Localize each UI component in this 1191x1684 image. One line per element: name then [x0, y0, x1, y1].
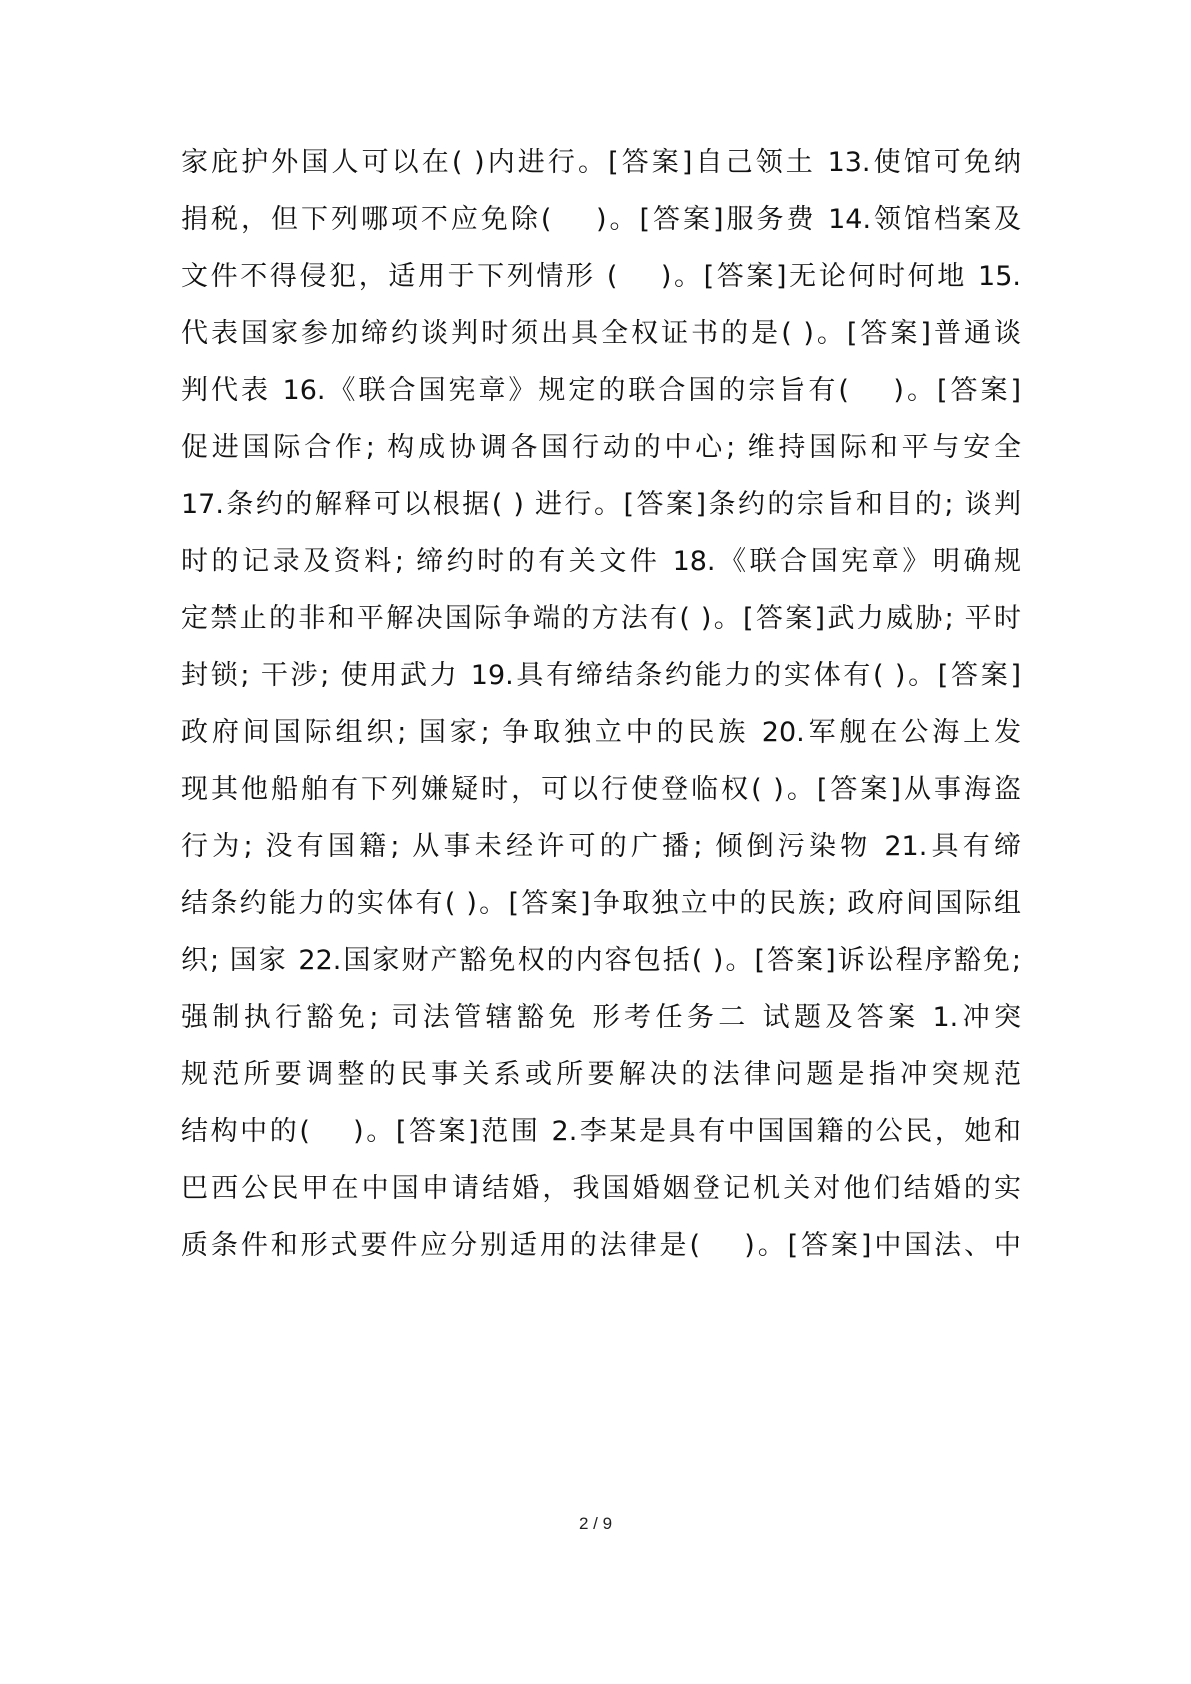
text-line: 织; 国家 22.国家财产豁免权的内容包括( )。[答案]诉讼程序豁免; — [181, 945, 1021, 976]
body-text — [181, 134, 1021, 1274]
text-line: 封锁; 干涉; 使用武力 19.具有缔结条约能力的实体有( )。[答案] — [181, 660, 1021, 691]
text-line: 结构中的( )。[答案]范围 2.李某是具有中国国籍的公民，她和 — [181, 1116, 1021, 1147]
text-line: 捐税，但下列哪项不应免除( )。[答案]服务费 14.领馆档案及 — [181, 204, 1021, 235]
text-line: 文件不得侵犯，适用于下列情形 ( )。[答案]无论何时何地 15. — [181, 261, 1021, 292]
text-line: 家庇护外国人可以在( )内进行。[答案]自己领土 13.使馆可免纳 — [181, 147, 1021, 178]
text-line: 强制执行豁免; 司法管辖豁免 形考任务二 试题及答案 1.冲突 — [181, 1002, 1021, 1033]
text-line: 质条件和形式要件应分别适用的法律是( )。[答案]中国法、中 — [181, 1230, 1021, 1261]
text-line: 行为; 没有国籍; 从事未经许可的广播; 倾倒污染物 21.具有缔 — [181, 831, 1021, 862]
text-line: 促进国际合作; 构成协调各国行动的中心; 维持国际和平与安全 — [181, 432, 1021, 463]
text-line: 巴西公民甲在中国申请结婚，我国婚姻登记机关对他们结婚的实 — [181, 1173, 1021, 1204]
text-line: 现其他船舶有下列嫌疑时，可以行使登临权( )。[答案]从事海盗 — [181, 774, 1021, 805]
text-line: 判代表 16.《联合国宪章》规定的联合国的宗旨有( )。[答案] — [181, 375, 1021, 406]
page-number: 2 / 9 — [578, 1514, 613, 1533]
text-line: 17.条约的解释可以根据( ) 进行。[答案]条约的宗旨和目的; 谈判 — [181, 489, 1021, 520]
text-line: 政府间国际组织; 国家; 争取独立中的民族 20.军舰在公海上发 — [181, 717, 1021, 748]
text-line: 结条约能力的实体有( )。[答案]争取独立中的民族; 政府间国际组 — [181, 888, 1021, 919]
text-line: 定禁止的非和平解决国际争端的方法有( )。[答案]武力威胁; 平时 — [181, 603, 1021, 634]
text-line: 规范所要调整的民事关系或所要解决的法律问题是指冲突规范 — [181, 1059, 1021, 1090]
text-line: 时的记录及资料; 缔约时的有关文件 18.《联合国宪章》明确规 — [181, 546, 1021, 577]
text-line: 代表国家参加缔约谈判时须出具全权证书的是( )。[答案]普通谈 — [181, 318, 1021, 349]
